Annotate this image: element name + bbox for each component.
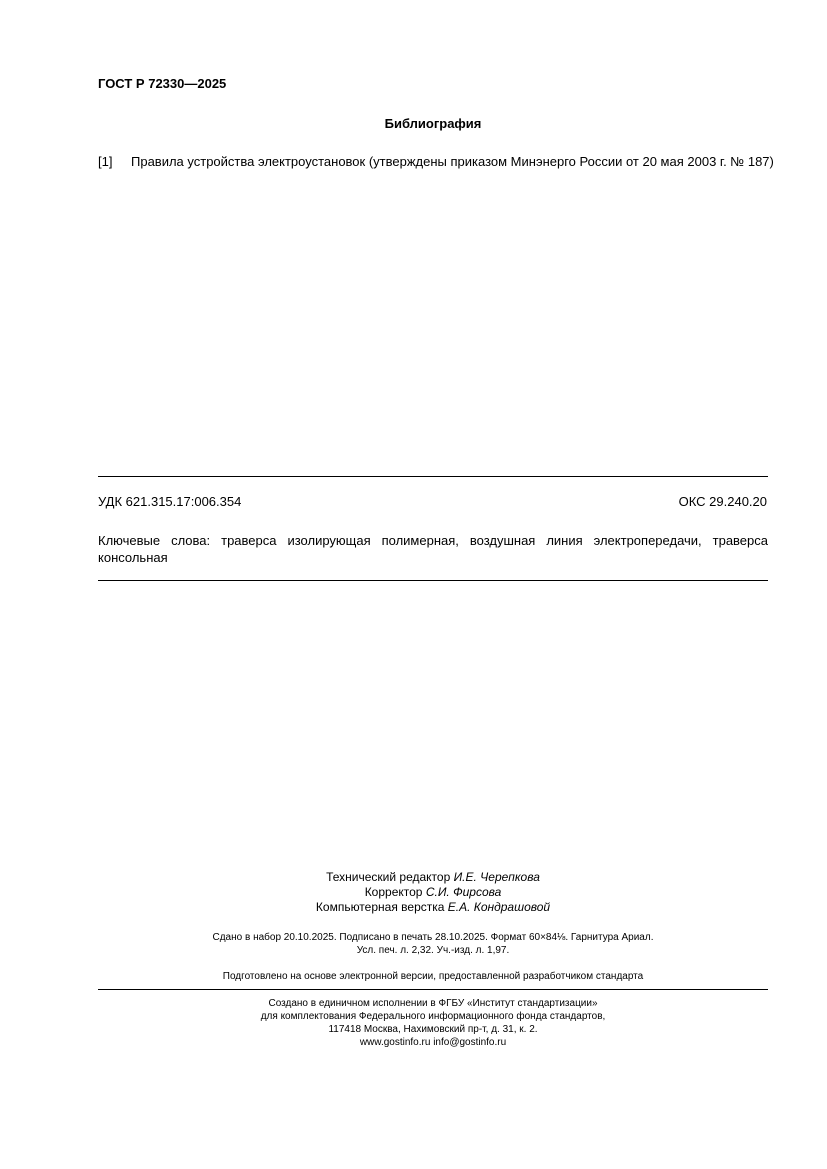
credit-layout-name: Е.А. Кондрашовой [447, 900, 551, 914]
oks-code: ОКС 29.240.20 [678, 494, 767, 509]
publisher-line-2: для комплектования Федерального информационного фонда стандартов, [260, 1011, 606, 1022]
credit-tech-editor-name: И.Е. Черепкова [453, 870, 540, 884]
keywords-line-2: консольная [98, 550, 168, 565]
credit-corrector-label: Корректор [364, 885, 423, 899]
keywords-block [98, 532, 768, 566]
publisher-line-3: 117418 Москва, Нахимовский пр-т, д. 31, к. 2. [328, 1024, 538, 1035]
bibliography-title: Библиография [384, 116, 482, 131]
keywords-line-1: Ключевые слова: траверса изолирующая полимерная, воздушная линия электропередачи, траверса [98, 533, 768, 548]
credit-corrector [0, 885, 827, 900]
credit-layout [0, 900, 827, 915]
credit-tech-editor [0, 870, 827, 885]
divider-bottom [98, 989, 768, 990]
divider-keywords [98, 580, 768, 581]
udk-code: УДК 621.315.17:006.354 [98, 494, 242, 509]
credit-layout-label: Компьютерная верстка [315, 900, 445, 914]
credit-corrector-name: С.И. Фирсова [425, 885, 502, 899]
imprint-line-2: Усл. печ. л. 2,32. Уч.-изд. л. 1,97. [356, 945, 510, 956]
bibliography-item-text: Правила устройства электроустановок (утверждены приказом Минэнерго России от 20 мая 2003 г. № 187) [131, 154, 774, 169]
standard-code-header: ГОСТ Р 72330—2025 [98, 76, 227, 91]
imprint-line-1: Сдано в набор 20.10.2025. Подписано в печать 28.10.2025. Формат 60×84⅛. Гарнитура Ариал. [212, 932, 654, 943]
bibliography-item-number: [1] [98, 154, 113, 169]
publisher-line-4: www.gostinfo.ru info@gostinfo.ru [359, 1037, 507, 1048]
credit-tech-editor-label: Технический редактор [326, 870, 451, 884]
divider-top [98, 476, 768, 477]
publisher-line-1: Создано в единичном исполнении в ФГБУ «Институт стандартизации» [268, 998, 598, 1009]
imprint-prepared: Подготовлено на основе электронной версии, предоставленной разработчиком стандарта [222, 971, 644, 982]
